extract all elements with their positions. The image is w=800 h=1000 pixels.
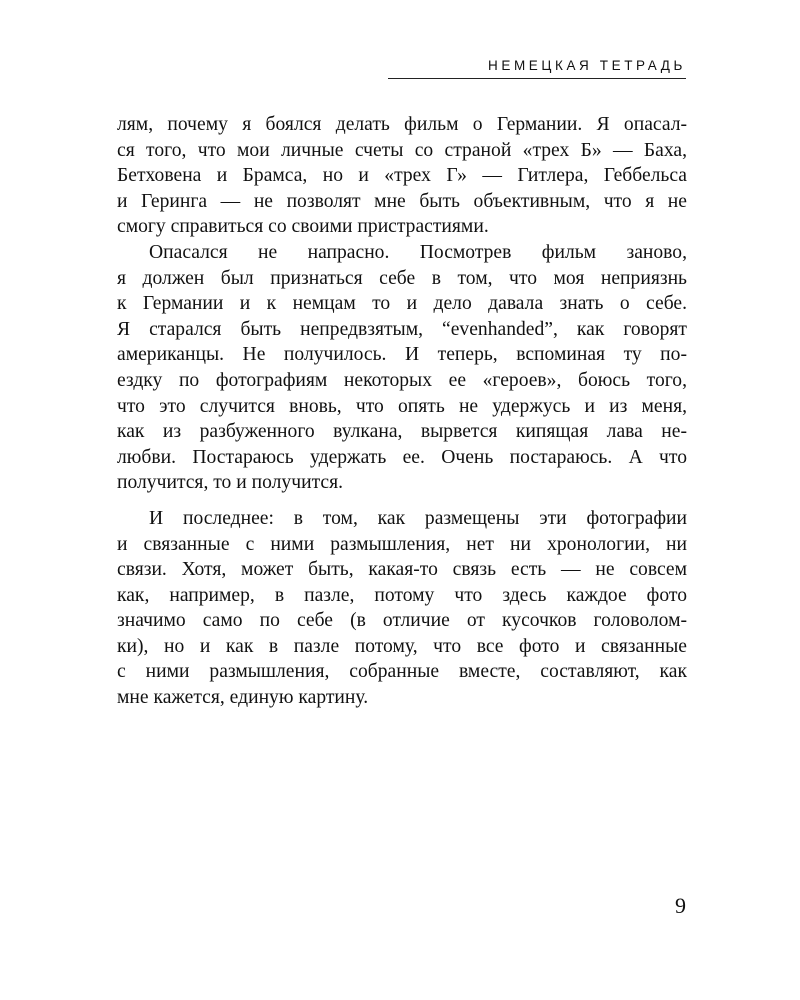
text-line: значимо само по себе (в отличие от кусочков головолом- (117, 610, 687, 632)
text-line: ки), но и как в пазле потому, что все фото и связанные (117, 635, 687, 657)
text-line: ся того, что мои личные счеты со страной «трех Б» — Баха, (117, 139, 687, 161)
text-line: связи. Хотя, может быть, какая-то связь есть — не совсем (117, 559, 687, 581)
paragraph-1 (117, 112, 687, 240)
text-line: к Германии и к немцам то и дело давала знать о себе. (117, 293, 687, 315)
paragraph-2 (117, 240, 687, 496)
text-line: как из разбуженного вулкана, вырвется кипящая лава не- (117, 421, 687, 443)
text-line: И последнее: в том, как размещены эти фотографии (149, 507, 687, 529)
text-line: я должен был признаться себе в том, что моя неприязнь (117, 267, 687, 289)
page-number: 9 (675, 893, 686, 918)
text-line: смогу справиться со своими пристрастиями. (117, 216, 489, 238)
text-line: что это случится вновь, что опять не удержусь и из меня, (117, 395, 687, 417)
running-head: НЕМЕЦКАЯ ТЕТРАДЬ (388, 58, 686, 79)
paragraph-3 (117, 506, 687, 711)
text-line: любви. Постараюсь удержать ее. Очень постараюсь. А что (117, 446, 687, 468)
paragraph-spacer (117, 496, 687, 506)
text-line: и связанные с ними размышления, нет ни хронологии, ни (117, 533, 687, 555)
body-text (117, 112, 687, 711)
text-line: как, например, в пазле, потому что здесь каждое фото (117, 584, 687, 606)
text-line: Бетховена и Брамса, но и «трех Г» — Гитлера, Геббельса (117, 165, 687, 187)
text-line: американцы. Не получилось. И теперь, вспоминая ту по- (117, 344, 687, 366)
text-line: Опасался не напрасно. Посмотрев фильм заново, (149, 241, 687, 263)
text-line: получится, то и получится. (117, 472, 343, 494)
text-line: с ними размышления, собранные вместе, составляют, как (117, 661, 687, 683)
text-line: Я старался быть непредвзятым, “evenhanded”, как говорят (117, 318, 687, 340)
text-line: и Геринга — не позволят мне быть объективным, что я не (117, 190, 687, 212)
text-line: лям, почему я боялся делать фильм о Германии. Я опасал- (117, 114, 687, 135)
text-line: мне кажется, единую картину. (117, 687, 369, 709)
text-line: ездку по фотографиям некоторых ее «героев», боюсь того, (117, 369, 687, 391)
